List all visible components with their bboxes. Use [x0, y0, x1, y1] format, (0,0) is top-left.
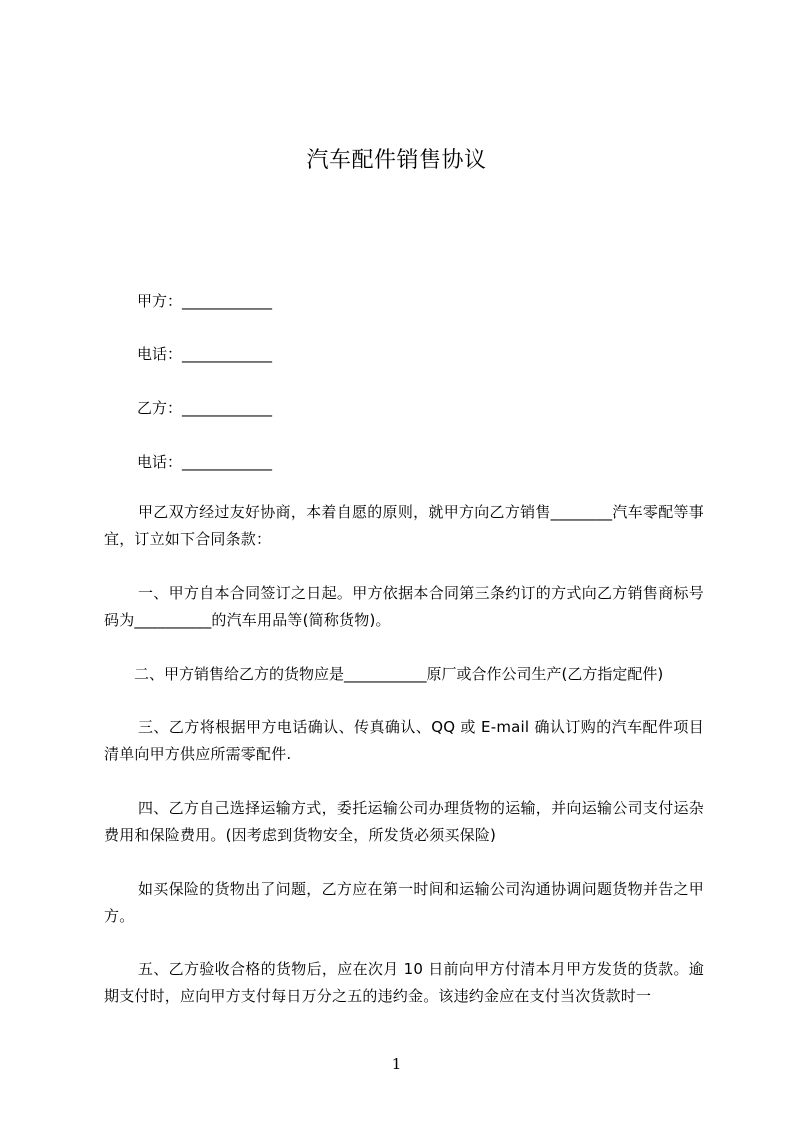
intro-paragraph: 甲乙双方经过友好协商，本着自愿的原则，就甲方向乙方销售________汽车零配等事宜，订立如下合同条款：: [104, 503, 704, 548]
party-a-phone-field: 电话：____________: [137, 345, 273, 363]
insurance-note-paragraph: 如买保险的货物出了问题，乙方应在第一时间和运输公司沟通协调问题货物并告之甲方。: [104, 880, 704, 925]
party-b-field: 乙方：____________: [137, 399, 273, 417]
party-a-field: 甲方：____________: [137, 292, 273, 310]
page-number: 1: [391, 1055, 402, 1073]
party-b-phone-field: 电话：____________: [137, 453, 273, 471]
clause-four-paragraph: 四、乙方自己选择运输方式，委托运输公司办理货物的运输，并向运输公司支付运杂费用和保险费用。(因考虑到货物安全，所发货必须买保险): [104, 799, 704, 844]
clause-two-paragraph: 二、甲方销售给乙方的货物应是___________原厂或合作公司生产(乙方指定配件): [134, 665, 664, 683]
clause-three-paragraph: 三、乙方将根据甲方电话确认、传真确认、QQ 或 E-mail 确认订购的汽车配件项目清单向甲方供应所需零配件.: [104, 718, 704, 763]
clause-one-paragraph: 一、甲方自本合同签订之日起。甲方依据本合同第三条约订的方式向乙方销售商标号码为__________的汽车用品等(简称货物)。: [104, 584, 704, 629]
clause-five-paragraph: 五、乙方验收合格的货物后，应在次月 10 日前向甲方付清本月甲方发货的货款。逾期支付时，应向甲方支付每日万分之五的违约金。该违约金应在支付当次货款时一: [104, 960, 704, 1005]
document-title: 汽车配件销售协议: [306, 148, 487, 173]
